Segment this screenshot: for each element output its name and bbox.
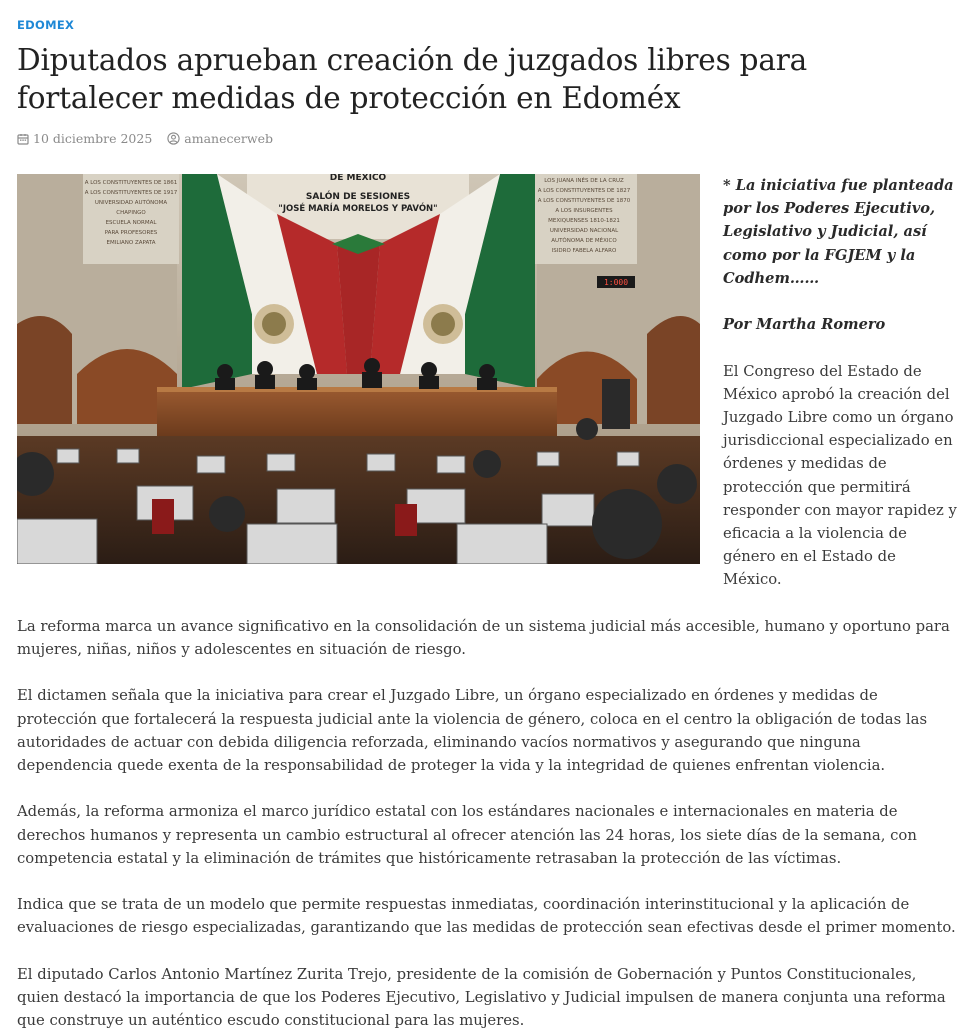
plaque-line: CHAPINGO: [116, 210, 146, 216]
article-lead: * La iniciativa fue planteada por los Poderes Ejecutivo, Legislativo y Judicial, así como por la FGJEM y la Codhem……: [723, 177, 954, 287]
article-paragraph: La reforma marca un avance significativo en la consolidación de un sistema judicial más accesible, humano y oportuno para mujeres, niñas, niños y adolescentes en situación de riesgo.: [17, 617, 950, 659]
article-paragraph: El Congreso del Estado de México aprobó la creación del Juzgado Libre como un órgano jurisdiccional especializado en órdenes y medidas de protección que permitirá responder con mayor rapidez y eficacia a la violencia de género en el Estado de México.: [723, 362, 957, 589]
plaque-line: AUTÓNOMA DE MÉXICO: [551, 238, 617, 244]
article-date[interactable]: 10 diciembre 2025: [33, 131, 153, 146]
article-paragraph: El diputado Carlos Antonio Martínez Zurita Trejo, presidente de la comisión de Gobernación y Puntos Constitucionales, quien destacó la importancia de que los Poderes Ejecutivo, Legislativo y Judicial impulsen de manera conjunta una reforma que construye un auténtico escudo constitucional para las mujeres.: [17, 965, 946, 1030]
plaque-line: A LOS CONSTITUYENTES DE 1861: [84, 180, 178, 186]
plaque-line: PARA PROFESORES: [104, 230, 158, 236]
article-paragraph: Indica que se trata de un modelo que permite respuestas inmediatas, coordinación interinstitucional y la aplicación de evaluaciones de riesgo especializadas, garantizando que las medidas de protección sean efectivas desde el primer momento.: [17, 896, 956, 937]
article-byline: Por Martha Romero: [723, 316, 886, 334]
plaque-line: A LOS CONSTITUYENTES DE 1827: [537, 188, 631, 194]
plaque-line: A LOS INSURGENTES: [555, 208, 613, 214]
plaque-line: MEXIQUENSES 1810-1821: [548, 218, 620, 224]
plaque-line: A LOS CONSTITUYENTES DE 1870: [537, 198, 631, 204]
category-link[interactable]: EDOMEX: [17, 18, 75, 32]
article-meta: [17, 131, 957, 146]
plaque-line: UNIVERSIDAD AUTÓNOMA: [94, 200, 168, 206]
plaque-line: ESCUELA NORMAL: [105, 220, 157, 226]
plaque-line: A LOS CONSTITUYENTES DE 1917: [84, 190, 178, 196]
article-title: Diputados aprueban creación de juzgados libres para fortalecer medidas de protección en Edoméx: [17, 43, 808, 115]
plaque-line: UNIVERSIDAD NACIONAL: [549, 228, 619, 234]
plaque-line: LOS JUANA INÉS DE LA CRUZ: [544, 178, 624, 184]
banner-line2: "JOSÉ MARÍA MORELOS Y PAVÓN": [278, 204, 438, 214]
plaque-line: ISIDRO FABELA ALFARO: [551, 248, 617, 254]
calendar-icon: [17, 133, 29, 145]
author-meta: [167, 131, 273, 146]
user-icon: [167, 132, 180, 145]
article-paragraph: Además, la reforma armoniza el marco jurídico estatal con los estándares nacionales e internacionales en materia de derechos humanos y representa un cambio estructural al ofrecer atención las 24 horas, los siete días de la semana, con competencia estatal y la eliminación de trámites que históricamente retrasaban la protección de las víctimas.: [17, 803, 917, 867]
clock-display: 1:000: [603, 278, 629, 287]
article-paragraph: El dictamen señala que la iniciativa para crear el Juzgado Libre, un órgano especializado en órdenes y medidas de protección que fortalecerá la respuesta judicial ante la violencia de género, coloca en el centro la obligación de todas las autoridades de actuar con debida diligencia reforzada, eliminando vacíos normativos y asegurando que ninguna dependencia quede exenta de la responsabilidad de proteger la vida y la integridad de quienes enfrentan violencia.: [17, 687, 928, 775]
date-meta: [17, 131, 152, 146]
plaque-line: EMILIANO ZAPATA: [106, 240, 156, 246]
chamber-photo: [17, 174, 700, 564]
article-author[interactable]: amanecerweb: [184, 131, 273, 146]
banner-top: DE MEXICO: [329, 174, 387, 183]
article-content: [17, 174, 957, 1032]
banner-line1: SALÓN DE SESIONES: [305, 192, 411, 202]
article-photo: [17, 174, 700, 564]
